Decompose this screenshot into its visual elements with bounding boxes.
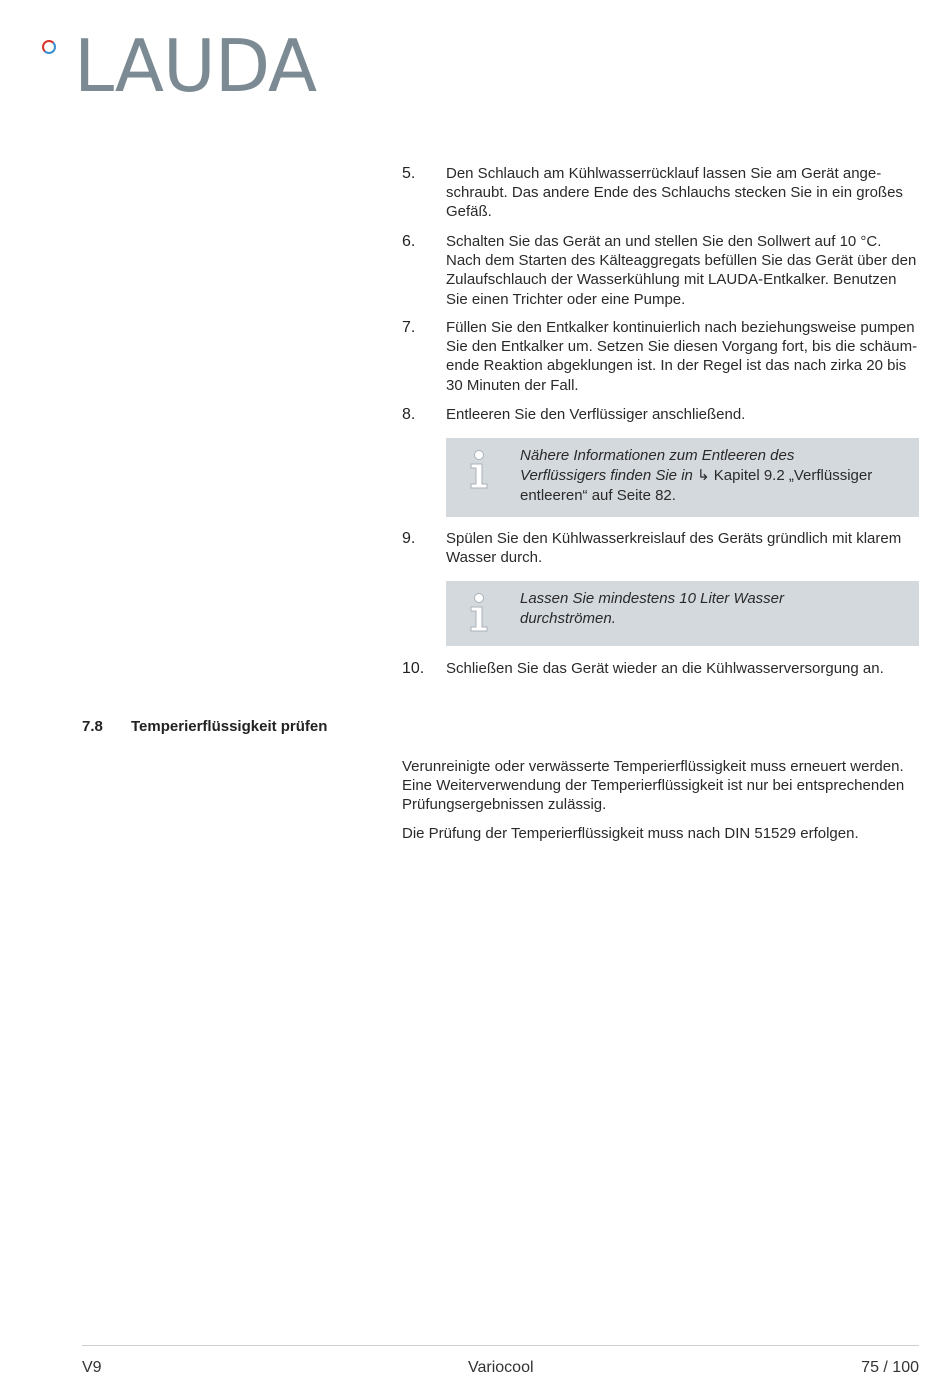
step-text: Schalten Sie das Gerät an und stellen Sie den Sollwert auf 10 °C. Nach dem Starten des Kälteaggregats befüllen Sie das Gerät über den Zulaufschlauch der Wasserkühlung mit LAUDA-Entkalker. Benutzen Sie einen Trichter oder eine Pumpe. [446, 233, 917, 308]
step-number: 6. [402, 233, 416, 250]
link-arrow-icon: ↳ [697, 467, 710, 484]
section-number: 7.8 [82, 718, 103, 735]
info-box [446, 438, 919, 517]
info-text-italic: Nähere Informationen zum Entleeren des Verflüssigers finden Sie in [520, 447, 795, 484]
step-text: Füllen Sie den Entkalker kontinuierlich nach beziehungsweise pumpen Sie den Entkalker um. Setzen Sie diesen Vorgang fort, bis die schäum-ende Reaktion abgeklungen ist. In der Regel ist das nach zirka 20 bis 30 Minuten der Fall. [446, 319, 918, 394]
logo-text: LAUDA [74, 24, 317, 108]
info-text: Lassen Sie mindestens 10 Liter Wasser durchströmen. [520, 590, 785, 627]
step-number: 10. [402, 660, 425, 677]
info-icon [468, 593, 490, 633]
info-box [446, 581, 919, 646]
info-text [520, 446, 880, 506]
chapter-link[interactable]: Kapitel 9.2 „Verflüssiger entleeren“ auf Seite 82. [520, 467, 873, 504]
footer-divider [82, 1345, 919, 1346]
step-number: 5. [402, 165, 416, 182]
step-number: 9. [402, 530, 416, 547]
step-text: Den Schlauch am Kühlwasserrücklauf lassen Sie am Gerät ange-schraubt. Das andere Ende des Schlauchs stecken Sie in ein großes Gefäß. [446, 165, 903, 221]
footer-page-number: 75 / 100 [861, 1359, 919, 1376]
info-icon [468, 450, 490, 490]
step-number: 7. [402, 319, 416, 336]
footer-version: V9 [82, 1359, 102, 1376]
step-text: Entleeren Sie den Verflüssiger anschließend. [446, 406, 746, 423]
paragraph: Die Prüfung der Temperierflüssigkeit muss nach DIN 51529 erfolgen. [402, 825, 859, 842]
footer-product: Variocool [468, 1359, 534, 1376]
step-number: 8. [402, 406, 416, 423]
paragraph: Verunreinigte oder verwässerte Temperierflüssigkeit muss erneuert werden. Eine Weiterverwendung der Temperierflüssigkeit ist nur bei entsprechenden Prüfungsergebnissen zulässig. [402, 758, 905, 814]
step-text: Spülen Sie den Kühlwasserkreislauf des Geräts gründlich mit klarem Wasser durch. [446, 530, 902, 567]
logo-ring-icon [42, 40, 56, 54]
step-text: Schließen Sie das Gerät wieder an die Kühlwasserversorgung an. [446, 660, 884, 677]
section-title: Temperierflüssigkeit prüfen [131, 718, 328, 735]
